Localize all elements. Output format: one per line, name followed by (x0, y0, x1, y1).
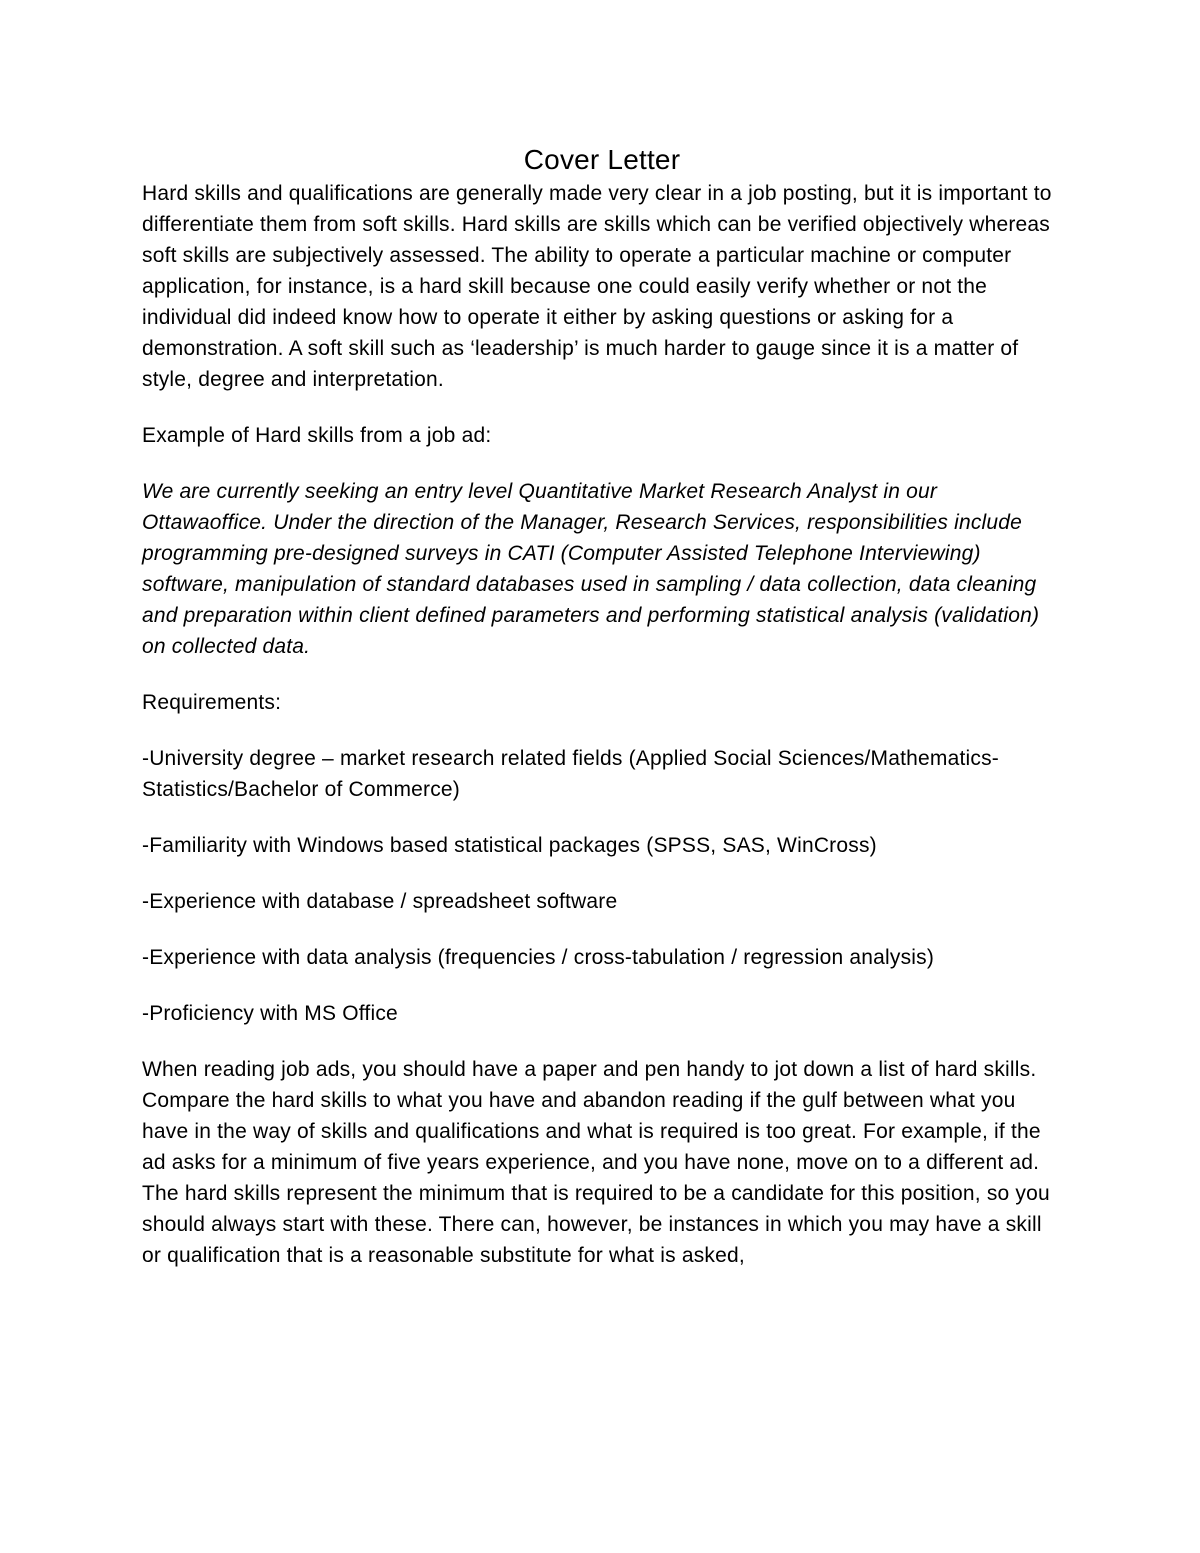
document-title: Cover Letter (523, 144, 681, 175)
intro-paragraph: Hard skills and qualifications are generally made very clear in a job posting, but it is important to differentiate them from soft skills. Hard skills are skills which can be verified objectively whereas soft skills are subjectively assessed. The ability to operate a particular machine or computer application, for instance, is a hard skill because one could easily verify whether or not the individual did indeed know how to operate it either by asking questions or asking for a demonstration. A soft skill such as ‘leadership’ is much harder to gauge since it is a matter of style, degree and interpretation. (142, 182, 1052, 391)
job-ad-quote: We are currently seeking an entry level Quantitative Market Research Analyst in our Ottawaoffice. Under the direction of the Manager, Research Services, responsibilities include programming pre-designed surveys in CATI (Computer Assisted Telephone Interviewing) software, manipulation of standard databases used in sampling / data collection, data cleaning and preparation within client defined parameters and performing statistical analysis (validation) on collected data. (142, 480, 1040, 658)
requirements-heading: Requirements: (142, 691, 282, 714)
closing-paragraph: When reading job ads, you should have a paper and pen handy to jot down a list of hard skills. Compare the hard skills to what you have and abandon reading if the gulf between what you have in the way of skills and qualifications and what is required is too great. For example, if the ad asks for a minimum of five years experience, and you have none, move on to a different ad. The hard skills represent the minimum that is required to be a candidate for this position, so you should always start with these. There can, however, be instances in which you may have a skill or qualification that is a reasonable substitute for what is asked, (142, 1058, 1050, 1267)
requirement-item: -Familiarity with Windows based statistical packages (SPSS, SAS, WinCross) (142, 834, 877, 857)
example-heading: Example of Hard skills from a job ad: (142, 424, 492, 447)
document-page (142, 142, 1062, 1271)
requirement-item: -University degree – market research related fields (Applied Social Sciences/Mathematics-Statistics/Bachelor of Commerce) (142, 747, 999, 801)
requirement-item: -Experience with database / spreadsheet software (142, 890, 618, 913)
requirement-item: -Proficiency with MS Office (142, 1002, 398, 1025)
requirement-item: -Experience with data analysis (frequencies / cross-tabulation / regression analysis) (142, 946, 935, 969)
